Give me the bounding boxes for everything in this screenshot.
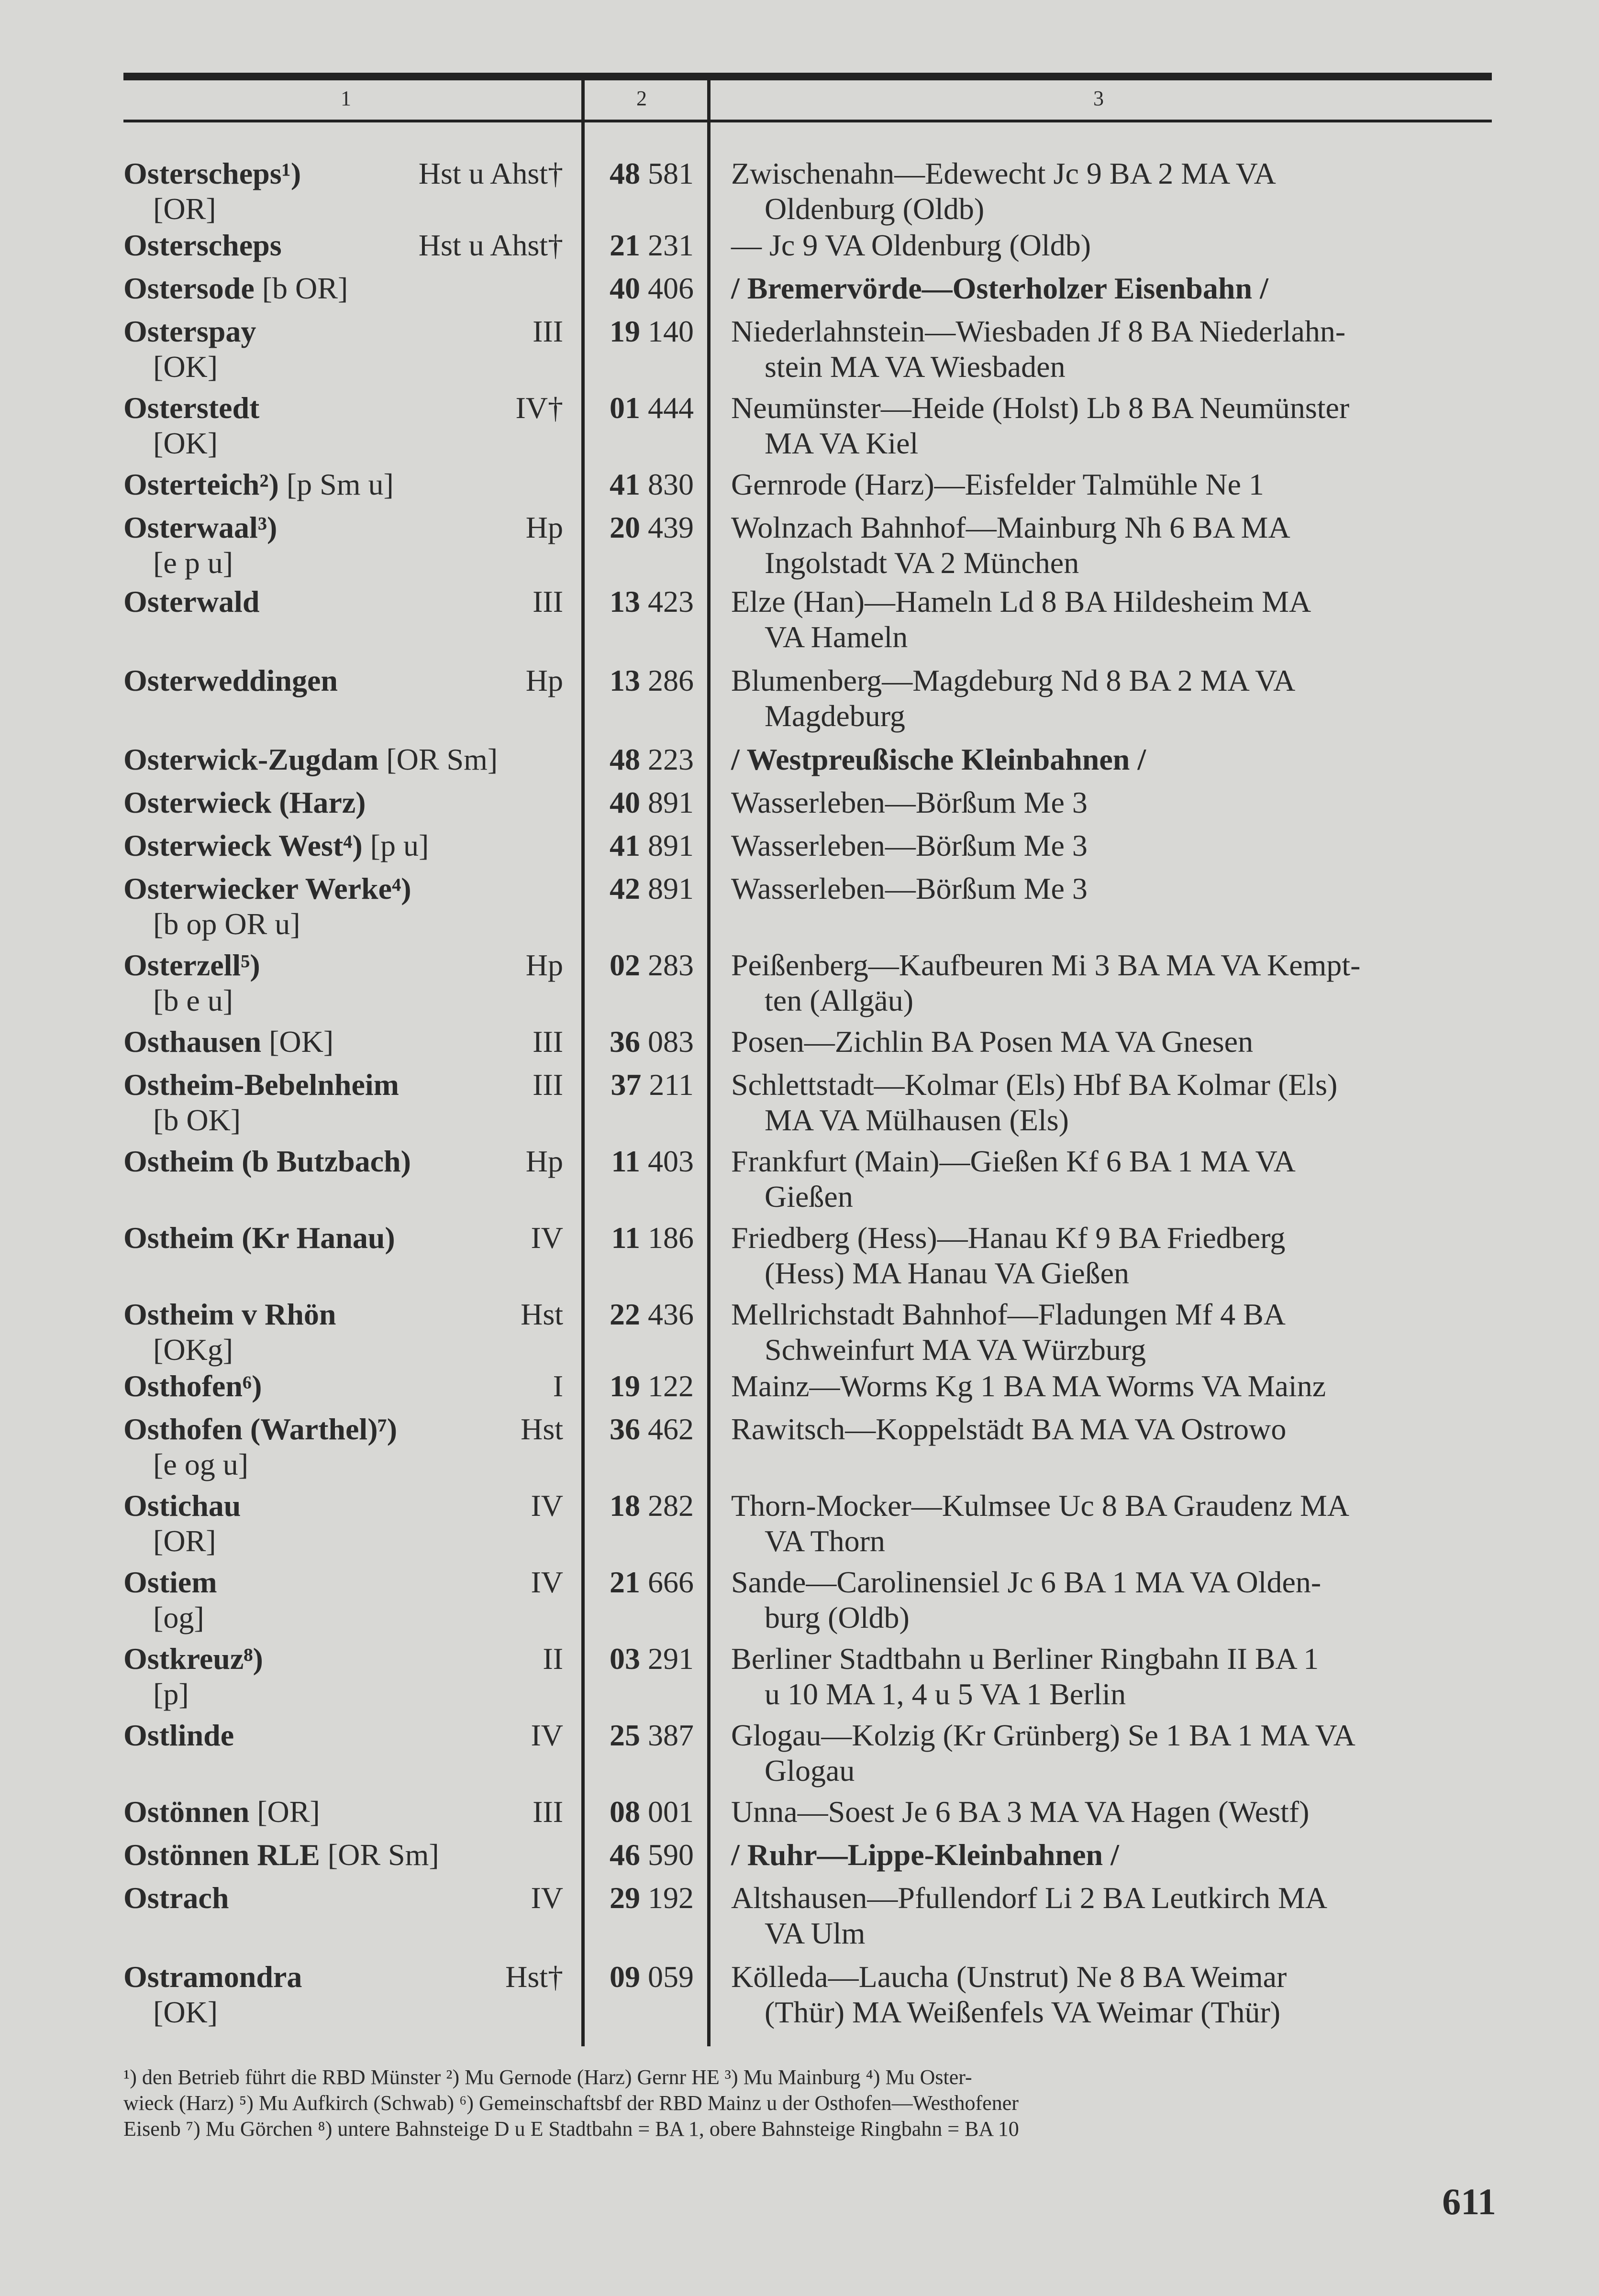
station-number [610, 155, 694, 192]
route-description: Sande—Carolinensiel Jc 6 BA 1 MA VA Olden- [731, 1565, 1321, 1599]
station-class: Hp [525, 663, 563, 697]
route-description: Blumenberg—Magdeburg Nd 8 BA 2 MA VA [731, 663, 1296, 697]
station-number-prefix: 02 [610, 948, 640, 982]
station-name-bold: Ostlinde [123, 1718, 234, 1752]
station-number-suffix: 436 [648, 1297, 694, 1331]
station-name-bold: Ostönnen [123, 1795, 250, 1829]
station-number-prefix: 09 [610, 1960, 640, 1994]
footnote-line-3: Eisenb ⁷) Mu Görchen ⁸) untere Bahnsteige D u E Stadtbahn = BA 1, obere Bahnsteige Ringbahn = BA 10 [123, 2117, 1019, 2141]
number-space [640, 228, 648, 262]
station-name-bold: Osterwald [123, 585, 260, 618]
route-description: Schlettstadt—Kolmar (Els) Hbf BA Kolmar (Els) [731, 1068, 1338, 1102]
station-number-suffix: 140 [648, 314, 694, 348]
station-name-bold: Ostheim (Kr Hanau) [123, 1221, 395, 1255]
station-subline: [OR] [153, 1524, 216, 1558]
station-name [123, 741, 498, 778]
station-name [123, 270, 348, 307]
station-subline: [b OK] [153, 1103, 241, 1137]
table-row [0, 871, 1599, 947]
header-rule [123, 120, 1492, 122]
number-space [640, 1297, 648, 1331]
station-subline: [og] [153, 1601, 204, 1634]
station-name [123, 1880, 229, 1916]
station-subline: [p] [153, 1677, 189, 1711]
station-name-tail: [b OR] [254, 271, 348, 305]
station-name-bold: Ostheim (b Butzbach) [123, 1144, 411, 1178]
route-description: Neumünster—Heide (Holst) Lb 8 BA Neumünster [731, 391, 1350, 425]
station-number-prefix: 40 [610, 271, 640, 305]
station-name [123, 828, 429, 864]
station-number-prefix: 36 [610, 1412, 640, 1446]
station-number [610, 313, 694, 350]
station-subline: [OK] [153, 350, 218, 384]
station-number-prefix: 18 [610, 1489, 640, 1523]
route-description: Altshausen—Pfullendorf Li 2 BA Leutkirch MA [731, 1881, 1328, 1915]
station-number [611, 1067, 694, 1103]
station-name [123, 1794, 320, 1830]
route-description: Friedberg (Hess)—Hanau Kf 9 BA Friedberg [731, 1221, 1286, 1255]
station-number [610, 828, 694, 864]
station-name [123, 1959, 302, 1995]
station-name-bold: Osterzell⁵) [123, 948, 260, 982]
route-description-continued: stein MA VA Wiesbaden [765, 350, 1066, 384]
number-space [640, 1144, 648, 1178]
station-number [610, 1564, 694, 1601]
station-name-bold: Ostiem [123, 1565, 217, 1599]
station-class: IV [531, 1565, 563, 1599]
station-name [123, 1368, 262, 1404]
station-subline: [OKg] [153, 1333, 233, 1367]
station-number-suffix: 283 [648, 948, 694, 982]
route-description: Kölleda—Laucha (Unstrut) Ne 8 BA Weimar [731, 1960, 1287, 1994]
station-name [123, 1067, 399, 1103]
table-row [0, 1488, 1599, 1564]
station-name-bold: Ostheim-Bebelnheim [123, 1068, 399, 1102]
station-name-bold: Ostheim v Rhön [123, 1297, 336, 1331]
route-description-continued: u 10 MA 1, 4 u 5 VA 1 Berlin [765, 1677, 1126, 1711]
station-number-suffix: 891 [648, 872, 694, 905]
station-number-suffix: 830 [648, 467, 694, 501]
table-row [0, 1143, 1599, 1220]
station-number-prefix: 48 [610, 156, 640, 190]
table-row [0, 390, 1599, 466]
station-class: IV [531, 1718, 563, 1752]
station-number-suffix: 462 [648, 1412, 694, 1446]
station-name-bold: Osterspay [123, 314, 256, 348]
station-class: Hst u Ahst† [418, 156, 563, 190]
table-row [0, 1641, 1599, 1717]
station-name-bold: Osterwieck (Harz) [123, 785, 366, 819]
number-space [640, 1718, 648, 1752]
route-description: Wasserleben—Börßum Me 3 [731, 828, 1088, 862]
station-name [123, 1717, 234, 1754]
column-header-1: 1 [341, 87, 351, 110]
number-space [640, 467, 648, 501]
station-number [610, 1794, 694, 1830]
station-number [610, 1488, 694, 1524]
station-name-bold: Ostramondra [123, 1960, 302, 1994]
station-class: IV† [515, 391, 563, 425]
station-number-suffix: 186 [648, 1221, 694, 1255]
station-name [123, 466, 394, 503]
station-number [611, 1143, 694, 1180]
station-name-bold: Osthofen⁶) [123, 1369, 262, 1403]
number-space [640, 391, 648, 425]
station-name [123, 784, 366, 821]
station-subline: [b e u] [153, 983, 233, 1017]
station-name-bold: Ostönnen RLE [123, 1838, 320, 1872]
route-description: Posen—Zichlin BA Posen MA VA Gnesen [731, 1025, 1254, 1059]
table-row [0, 155, 1599, 232]
station-number [610, 741, 694, 778]
station-name-bold: Osterstedt [123, 391, 260, 425]
station-number [610, 784, 694, 821]
station-number-suffix: 231 [648, 228, 694, 262]
station-number [610, 947, 694, 983]
number-space [640, 271, 648, 305]
station-name [123, 313, 256, 350]
number-space [640, 510, 648, 544]
station-number-suffix: 001 [648, 1795, 694, 1829]
footnote-line-1: ¹) den Betrieb führt die RBD Münster ²) Mu Gernode (Harz) Gernr HE ³) Mu Mainburg ⁴) Mu Oster- [123, 2065, 972, 2089]
station-name [123, 227, 282, 264]
station-name [123, 871, 411, 907]
route-description: Niederlahnstein—Wiesbaden Jf 8 BA Niederlahn- [731, 314, 1346, 348]
station-class: Hp [525, 1144, 563, 1178]
route-description: Thorn-Mocker—Kulmsee Uc 8 BA Graudenz MA [731, 1489, 1350, 1523]
station-number-suffix: 403 [648, 1144, 694, 1178]
station-number [610, 466, 694, 503]
station-name [123, 1641, 263, 1677]
route-description-continued: Ingolstadt VA 2 München [765, 546, 1079, 580]
station-number-prefix: 41 [610, 828, 640, 862]
station-number-suffix: 286 [648, 663, 694, 697]
station-name-bold: Osterscheps¹) [123, 156, 301, 190]
station-class: III [533, 585, 563, 618]
station-number-prefix: 42 [610, 872, 640, 905]
route-description: Zwischenahn—Edewecht Jc 9 BA 2 MA VA [731, 156, 1276, 190]
station-name [123, 390, 259, 426]
station-subline: [e og u] [153, 1447, 249, 1481]
number-space [640, 785, 648, 819]
number-space [640, 742, 648, 776]
station-name-bold: Osterwick-Zugdam [123, 742, 379, 776]
station-number-suffix: 891 [648, 785, 694, 819]
number-space [640, 1369, 648, 1403]
number-space [640, 1838, 648, 1872]
station-name-bold: Osthofen (Warthel)⁷) [123, 1412, 397, 1446]
station-subline: [OR] [153, 192, 216, 226]
station-number-prefix: 13 [610, 585, 640, 618]
number-space [640, 1489, 648, 1523]
route-description: / Westpreußische Kleinbahnen / [731, 742, 1146, 776]
table-row [0, 947, 1599, 1024]
station-number-suffix: 282 [648, 1489, 694, 1523]
column-header-2: 2 [636, 87, 647, 110]
station-name-bold: Ostersode [123, 271, 255, 305]
number-space [640, 1881, 648, 1915]
station-number-suffix: 444 [648, 391, 694, 425]
station-number [610, 1641, 694, 1677]
station-number-prefix: 21 [610, 1565, 640, 1599]
station-name [123, 1488, 241, 1524]
station-number [610, 227, 694, 264]
station-number-prefix: 11 [611, 1144, 640, 1178]
station-number-prefix: 37 [611, 1068, 642, 1102]
station-number-suffix: 666 [648, 1565, 694, 1599]
table-row [0, 1880, 1599, 1956]
station-name-bold: Ostrach [123, 1881, 229, 1915]
station-name-bold: Osthausen [123, 1025, 262, 1059]
station-name-bold: Osterweddingen [123, 663, 338, 697]
station-number-prefix: 46 [610, 1838, 640, 1872]
station-number [610, 270, 694, 307]
station-name [123, 155, 301, 192]
station-name-tail: [OR Sm] [378, 742, 498, 776]
station-name [123, 947, 260, 983]
table-row [0, 1717, 1599, 1794]
table-row [0, 1411, 1599, 1488]
route-description-continued: Oldenburg (Oldb) [765, 192, 985, 226]
station-class: I [553, 1369, 563, 1403]
number-space [640, 1412, 648, 1446]
station-number-suffix: 387 [648, 1718, 694, 1752]
station-name-tail: [p u] [362, 828, 429, 862]
route-description: Peißenberg—Kaufbeuren Mi 3 BA MA VA Kempt- [731, 948, 1361, 982]
number-space [640, 663, 648, 697]
station-number [610, 390, 694, 426]
station-number-suffix: 192 [648, 1881, 694, 1915]
route-description: Mainz—Worms Kg 1 BA MA Worms VA Mainz [731, 1369, 1326, 1403]
table-row [0, 1959, 1599, 2035]
station-class: Hst [521, 1297, 563, 1331]
station-class: III [533, 314, 563, 348]
station-number-suffix: 223 [648, 742, 694, 776]
route-description: — Jc 9 VA Oldenburg (Oldb) [731, 228, 1091, 262]
route-description-continued: ten (Allgäu) [765, 983, 913, 1017]
station-name [123, 1143, 411, 1180]
station-number-prefix: 19 [610, 314, 640, 348]
station-number-suffix: 581 [648, 156, 694, 190]
station-name [123, 584, 259, 620]
route-description-continued: (Hess) MA Hanau VA Gießen [765, 1256, 1129, 1290]
route-description: / Bremervörde—Osterholzer Eisenbahn / [731, 271, 1268, 305]
route-description-continued: (Thür) MA Weißenfels VA Weimar (Thür) [765, 1995, 1281, 2029]
route-description: / Ruhr—Lippe-Kleinbahnen / [731, 1838, 1119, 1872]
station-class: IV [531, 1489, 563, 1523]
number-space [640, 1642, 648, 1676]
station-number-suffix: 423 [648, 585, 694, 618]
station-name-tail: [OR Sm] [320, 1838, 439, 1872]
station-number-suffix: 439 [648, 510, 694, 544]
station-name-bold: Osterwieck West⁴) [123, 828, 363, 862]
station-number-suffix: 211 [649, 1068, 694, 1102]
station-class: III [533, 1068, 563, 1102]
column-header-3: 3 [1093, 87, 1104, 110]
station-subline: [b op OR u] [153, 907, 300, 941]
station-name [123, 1411, 397, 1447]
station-class: Hp [525, 948, 563, 982]
station-number-suffix: 291 [648, 1642, 694, 1676]
station-class: III [533, 1025, 563, 1059]
route-description: Wolnzach Bahnhof—Mainburg Nh 6 BA MA [731, 510, 1290, 544]
station-name-bold: Ostkreuz⁸) [123, 1642, 263, 1676]
number-space [640, 1025, 648, 1059]
page-number: 611 [1442, 2181, 1496, 2222]
route-description: Mellrichstadt Bahnhof—Fladungen Mf 4 BA [731, 1297, 1286, 1331]
route-description-continued: VA Ulm [765, 1916, 866, 1950]
station-class: IV [531, 1881, 563, 1915]
station-subline: [e p u] [153, 546, 233, 580]
station-number [610, 1959, 694, 1995]
station-number-suffix: 590 [648, 1838, 694, 1872]
station-number-prefix: 25 [610, 1718, 640, 1752]
route-description-continued: Schweinfurt MA VA Würzburg [765, 1333, 1146, 1367]
number-space [640, 1221, 648, 1255]
station-number-prefix: 01 [610, 391, 640, 425]
station-number-prefix: 19 [610, 1369, 640, 1403]
number-space [640, 585, 648, 618]
station-name-bold: Osterwiecker Werke⁴) [123, 872, 411, 905]
route-description: Gernrode (Harz)—Eisfelder Talmühle Ne 1 [731, 467, 1264, 501]
station-number [610, 1880, 694, 1916]
route-description-continued: MA VA Mülhausen (Els) [765, 1103, 1069, 1137]
station-number-suffix: 406 [648, 271, 694, 305]
station-number-suffix: 059 [648, 1960, 694, 1994]
station-name [123, 1024, 333, 1060]
station-name [123, 1220, 395, 1256]
table-row [0, 509, 1599, 586]
station-name [123, 1837, 439, 1873]
station-number-prefix: 03 [610, 1642, 640, 1676]
top-rule [123, 73, 1492, 80]
table-row [0, 1067, 1599, 1143]
station-subline: [OK] [153, 426, 218, 460]
route-description-continued: VA Thorn [765, 1524, 885, 1558]
route-description: Berliner Stadtbahn u Berliner Ringbahn II BA 1 [731, 1642, 1319, 1676]
station-name [123, 1296, 336, 1333]
station-number [610, 1368, 694, 1404]
route-description: Elze (Han)—Hameln Ld 8 BA Hildesheim MA [731, 585, 1311, 618]
station-number-prefix: 36 [610, 1025, 640, 1059]
station-name-tail: [p Sm u] [278, 467, 394, 501]
route-description: Rawitsch—Koppelstädt BA MA VA Ostrowo [731, 1412, 1287, 1446]
route-description-continued: Magdeburg [765, 699, 905, 733]
station-class: IV [531, 1221, 563, 1255]
station-number [611, 1220, 694, 1256]
station-name-bold: Osterwaal³) [123, 510, 278, 544]
station-number [610, 1024, 694, 1060]
route-description-continued: MA VA Kiel [765, 426, 919, 460]
station-class: Hst u Ahst† [418, 228, 563, 262]
station-number [610, 1837, 694, 1873]
table-row [0, 584, 1599, 660]
number-space [640, 314, 648, 348]
station-name-bold: Osterscheps [123, 228, 282, 262]
route-description-continued: burg (Oldb) [765, 1601, 910, 1634]
station-number-prefix: 08 [610, 1795, 640, 1829]
route-description: Unna—Soest Je 6 BA 3 MA VA Hagen (Westf) [731, 1795, 1310, 1829]
station-class: Hst† [505, 1960, 563, 1994]
table-row [0, 313, 1599, 390]
station-name-tail: [OK] [261, 1025, 334, 1059]
station-name [123, 662, 338, 699]
station-number [610, 1296, 694, 1333]
station-number-suffix: 891 [648, 828, 694, 862]
number-space [640, 156, 648, 190]
route-description: Wasserleben—Börßum Me 3 [731, 785, 1088, 819]
station-number-prefix: 21 [610, 228, 640, 262]
number-space [640, 1795, 648, 1829]
station-subline: [OK] [153, 1995, 218, 2029]
station-number [610, 1717, 694, 1754]
station-name-bold: Osterteich²) [123, 467, 279, 501]
station-number-suffix: 083 [648, 1025, 694, 1059]
number-space [641, 1068, 649, 1102]
number-space [640, 1960, 648, 1994]
station-name [123, 509, 277, 546]
table-row [0, 662, 1599, 739]
station-number [610, 584, 694, 620]
station-number-prefix: 11 [611, 1221, 640, 1255]
station-number-prefix: 40 [610, 785, 640, 819]
station-number [610, 1411, 694, 1447]
route-description: Wasserleben—Börßum Me 3 [731, 872, 1088, 905]
station-number-prefix: 48 [610, 742, 640, 776]
station-number-prefix: 29 [610, 1881, 640, 1915]
route-description-continued: Gießen [765, 1180, 853, 1214]
station-name [123, 1564, 217, 1601]
station-class: II [543, 1642, 563, 1676]
table-row [0, 1220, 1599, 1296]
station-number-prefix: 41 [610, 467, 640, 501]
station-class: Hst [521, 1412, 563, 1446]
station-number-suffix: 122 [648, 1369, 694, 1403]
station-number [610, 509, 694, 546]
number-space [640, 948, 648, 982]
station-number-prefix: 20 [610, 510, 640, 544]
station-number-prefix: 22 [610, 1297, 640, 1331]
number-space [640, 1565, 648, 1599]
station-class: III [533, 1795, 563, 1829]
table-row [0, 1296, 1599, 1373]
number-space [640, 828, 648, 862]
station-name-bold: Ostichau [123, 1489, 241, 1523]
route-description: Glogau—Kolzig (Kr Grünberg) Se 1 BA 1 MA VA [731, 1718, 1355, 1752]
station-name-tail: [OR] [249, 1795, 320, 1829]
station-number [610, 662, 694, 699]
route-description-continued: Glogau [765, 1754, 855, 1788]
station-number [610, 871, 694, 907]
footnote-line-2: wieck (Harz) ⁵) Mu Aufkirch (Schwab) ⁶) Gemeinschaftsbf der RBD Mainz u der Osthofen—Westhofener [123, 2091, 1019, 2115]
table-row [0, 1564, 1599, 1641]
route-description: Frankfurt (Main)—Gießen Kf 6 BA 1 MA VA [731, 1144, 1296, 1178]
route-description-continued: VA Hameln [765, 620, 908, 654]
station-number-prefix: 13 [610, 663, 640, 697]
number-space [640, 872, 648, 905]
station-class: Hp [525, 510, 563, 544]
